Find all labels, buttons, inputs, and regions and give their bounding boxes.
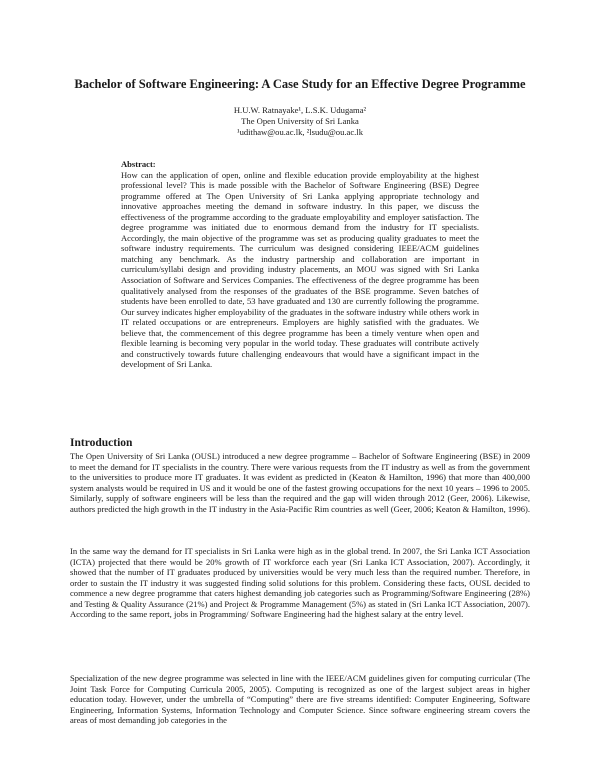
abstract-heading: Abstract:	[121, 159, 156, 169]
abstract	[121, 159, 479, 370]
author-block	[100, 105, 500, 138]
author-affiliation: The Open University of Sri Lanka	[241, 116, 359, 126]
section-title-introduction: Introduction	[70, 437, 133, 449]
intro-paragraph-3: Specialization of the new degree programme was selected in line with the IEEE/ACM guidelines given for computing curricular (The Joint Task Force for Computing Curricula 2005, 2005). Computing is recognized as one of the largest subject areas in higher education today. However, under the umbrella of “Computing” there are five streams identified: Computer Engineering, Software Engineering, Information Systems, Information Technology and Computer Science. Since software engineering stream covers the areas of most demanding job categories in the	[70, 673, 530, 726]
intro-paragraph-2: In the same way the demand for IT specialists in Sri Lanka were high as in the global trend. In 2007, the Sri Lanka ICT Association (ICTA) projected that there would be 20% growth of IT workforce each year (Sri Lanka ICT Association, 2007). Accordingly, it showed that the number of IT graduates produced by universities would be very much less than the required number. Therefore, in order to sustain the IT industry it was suggested finding solid solutions for this problem. Considering these facts, OUSL decided to commence a new degree programme that caters highest demanding job categories such as Programming/Software Engineering (28%) and Testing & Quality Assurance (21%) and Project & Programme Management (5%) as stated in (Sri Lanka ICT Association, 2007). According to the same report, jobs in Programming/ Software Engineering had the highest salary at the entry level.	[70, 546, 530, 620]
abstract-text: How can the application of open, online and flexible education provide employability at the highest professional level? This is made possible with the Bachelor of Software Engineering (BSE) Degree programme offered at The Open University of Sri Lanka applying appropriate technology and innovative approaches meeting the demand in software industry. In this paper, we discuss the effectiveness of the programme according to the graduate employability and employer satisfaction. The degree programme was initiated due to enormous demand from the industry for IT specialists. Accordingly, the main objective of the programme was set as producing quality graduates to meet the software industry requirements. The curriculum was designed considering IEEE/ACM guidelines matching any benchmark. As the industry partnership and collaboration are important in curriculum/syllabi design and providing industry placements, an MOU was signed with Sri Lanka Association of Software and Services Companies. The effectiveness of the degree programme has been qualitatively analysed from the responses of the graduates of the BSE programme. Seven batches of students have been enrolled to date, 53 have graduated and 130 are currently following the programme. Our survey indicates higher employability of the graduates in the software industry while others work in IT related occupations or are entrepreneurs. Employers are highly satisfied with the graduates. We believe that, the commencement of this degree programme has been a timely venture when open and flexible learning is becoming very popular in the world today. These graduates will contribute actively and constructively towards future challenging endeavours that would have a significant impact in the development of Sri Lanka.	[121, 169, 479, 370]
intro-paragraph-1: The Open University of Sri Lanka (OUSL) introduced a new degree programme – Bachelor of Software Engineering (BSE) in 2009 to meet the demand for IT specialists in the country. There were various requests from the IT industry as well as from the government to the universities to produce more IT graduates. It was evident as predicted in (Keaton & Hamilton, 1996) that more than 400,000 system analysts would be required in US and it would be one of the fastest growing occupations for the next 10 years – 1996 to 2005. Similarly, supply of software engineers will be less than the required and the gap will widen through 2012 (Geer, 2006). Likewise, authors predicted the high growth in the IT industry in the Asia-Pacific Rim countries as well (Geer, 2006; Keaton & Hamilton, 1996).	[70, 451, 530, 514]
author-emails: ¹udithaw@ou.ac.lk, ²lsudu@ou.ac.lk	[237, 127, 363, 137]
paper-title: Bachelor of Software Engineering: A Case Study for an Effective Degree Programme	[74, 77, 526, 91]
author-names: H.U.W. Ratnayake¹, L.S.K. Udugama²	[233, 105, 367, 115]
